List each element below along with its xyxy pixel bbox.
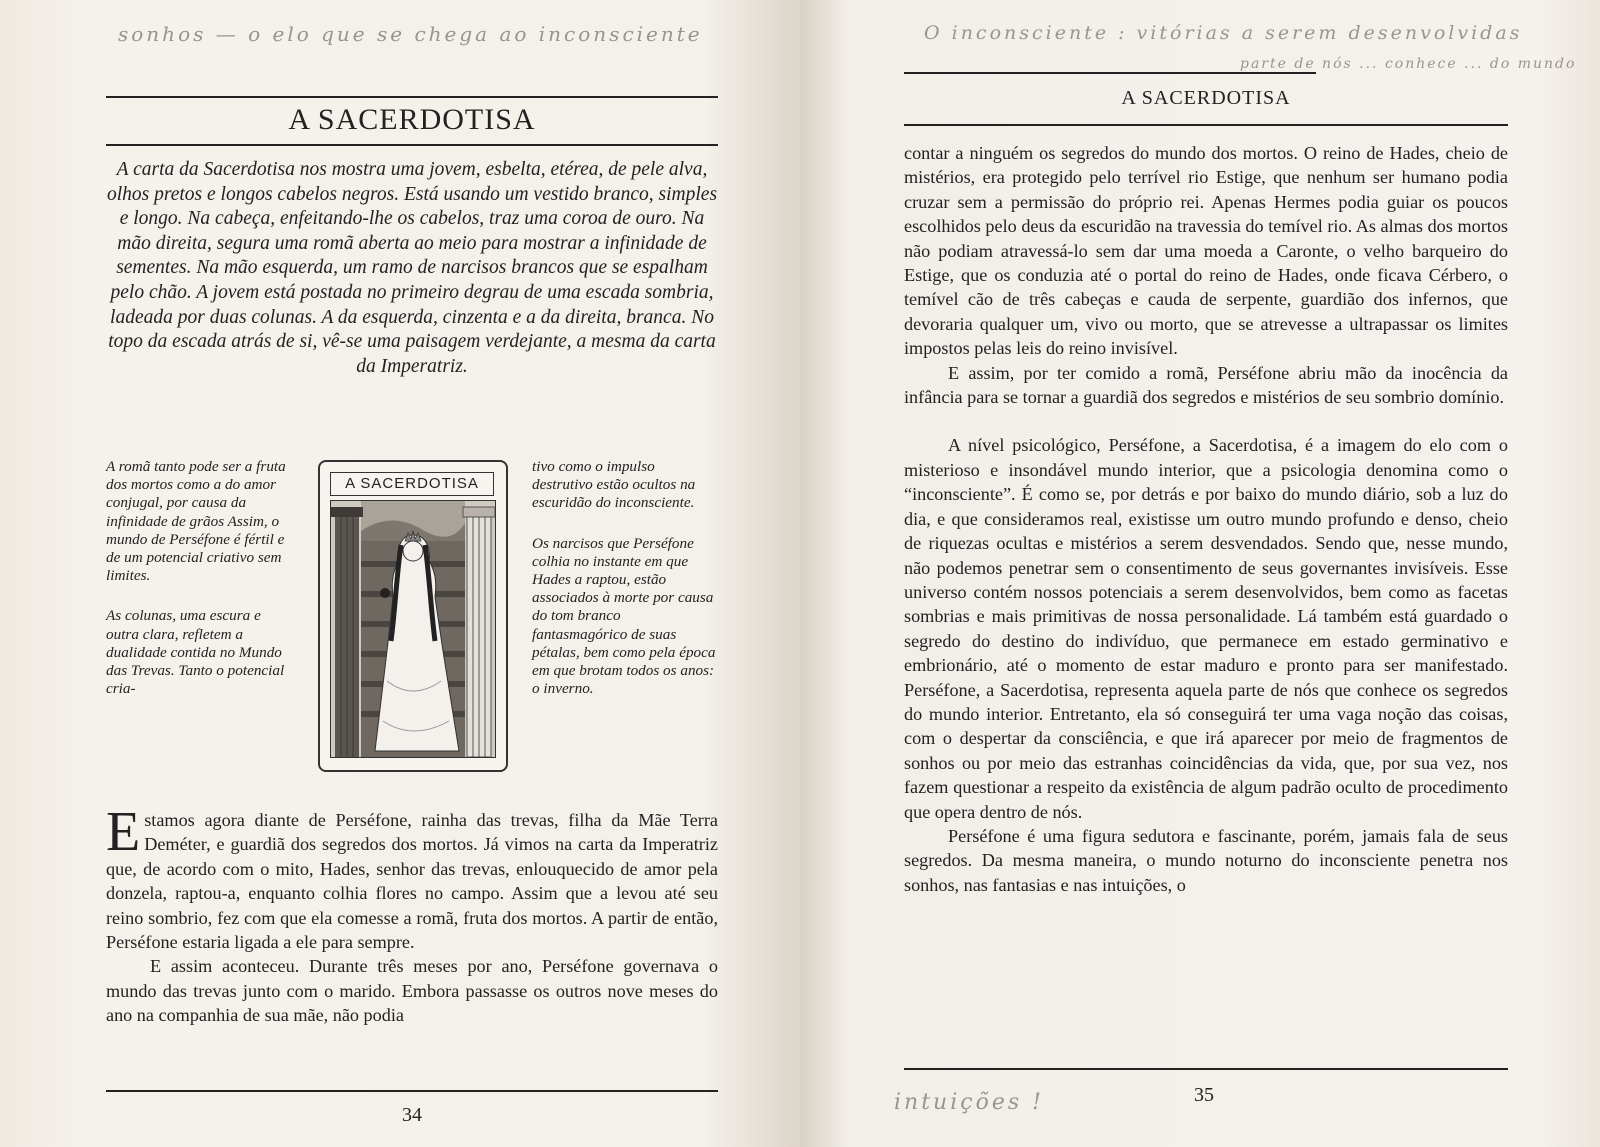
priestess-illustration	[330, 500, 496, 758]
body-paragraph: E assim, por ter comido a romã, Perséfone abriu mão da inocência da infância para se tornar a guardiã dos segredos e mistérios de seu sombrio domínio.	[904, 362, 1508, 408]
header-rule-top	[904, 72, 1316, 74]
sidebar-note: tivo como o impulso destrutivo estão ocultos na escuridão do inconsciente.	[532, 458, 696, 512]
drop-cap: E	[106, 801, 141, 863]
body-paragraph: Perséfone é uma figura sedutora e fascinante, porém, jamais fala de seus segredos. Da mesma maneira, o mundo noturno do inconsciente penetra nos sonhos, nas fantasias e nas intuições, o	[904, 825, 1508, 895]
sidebar-note: A romã tanto pode ser a fruta dos mortos como a do amor conjugal, por causa da infinidade de grãos Assim, o mundo de Perséfone é fértil e de um potencial criativo sem limites.	[106, 458, 286, 585]
card-label: A SACERDOTISA	[330, 472, 494, 496]
body-paragraph: contar a ninguém os segredos do mundo dos mortos. O reino de Hades, cheio de mistérios, era protegido pelo terrível rio Estige, que nenhum ser humano podia cruzar sem a permissão do próprio rei. Apenas Hermes podia guiar os poucos escolhidos pelo deus da escuridão na travessia do temível rio. As almas dos mortos não podiam atravessá-lo sem dar uma moeda a Caronte, o velho barqueiro do Estige, que os conduzia até o portal do reino de Hades, onde ficava Cérbero, o temível cão de três cabeças e cauda de serpente, guardião dos infernos, que devoraria qualquer um, vivo ou morto, que se atrevesse a ultrapassar os limites impostos pelas leis do reino invisível.	[904, 143, 1508, 359]
sidebar-note: Os narcisos que Perséfone colhia no instante em que Hades a raptou, estão associados à morte por causa do tom branco fantasmagórico de suas pétalas, bem como pela época em que brotam todos os anos: o inverno.	[532, 534, 716, 698]
body-paragraph: Estamos agora diante de Perséfone, rainha das trevas, filha da Mãe Terra Deméter, e guardiã dos segredos dos mortos. Já vimos na carta da Imperatriz que, de acordo com o mito, Hades, senhor das trevas, enlouquecido de amor pela donzela, raptou-a, enquanto colhia flores no campo. Assim que a levou até seu reino sombrio, fez com que ela comesse a romã, fruta dos mortos. A partir de então, Perséfone estaria ligada a ele para sempre.	[106, 801, 718, 953]
footer-rule	[904, 1068, 1508, 1070]
title-rule-bottom	[106, 144, 718, 146]
body-text-left	[106, 801, 718, 1028]
sidebar-right	[532, 458, 718, 720]
handwritten-note-side: parte de nós ... conhece ... do mundo	[1240, 56, 1577, 72]
intro-paragraph: A carta da Sacerdotisa nos mostra uma jovem, esbelta, etérea, de pele alva, olhos pretos e longos cabelos negros. Está usando um vestido branco, simples e longo. Na cabeça, enfeitando-lhe os cabelos, traz uma coroa de ouro. Na mão direita, segura uma romã aberta ao meio para mostrar a infinidade de sementes. Na mão esquerda, um ramo de narcisos brancos que se espalham pelo chão. A jovem está postada no primeiro degrau de uma escada sombria, ladeada por duas colunas. A da esquerda, cinzenta e a da direita, branca. No topo da escada atrás de si, vê-se uma paisagem verdejante, a mesma da carta da Imperatriz.	[106, 159, 718, 377]
body-text-right	[904, 141, 1508, 897]
sidebar-left	[106, 458, 292, 720]
page-number: 34	[402, 1104, 422, 1126]
title-rule-top	[106, 96, 718, 98]
body-paragraph: E assim aconteceu. Durante três meses por ano, Perséfone governava o mundo das trevas junto com o marido. Embora passasse os outros nove meses do ano na companhia de sua mãe, não podia	[106, 956, 718, 1026]
right-page	[800, 0, 1600, 1147]
body-paragraph: A nível psicológico, Perséfone, a Sacerdotisa, é a imagem do elo com o misterioso e insondável mundo interior, que a psicologia denomina como o “inconsciente”. É como se, por detrás e por baixo do mundo diário, sob a luz do dia, e que consideramos real, existisse um outro mundo profundo e denso, cheio de riquezas ocultas e mistérios a serem desvendados. Sendo que, nesse mundo, não podemos penetrar sem o consentimento de seus governantes invisíveis. Esse universo contém nossos potenciais a serem desenvolvidos, bem como as facetas sombrias e mais primitivas de nossa personalidade. Lá também está guardado o segredo do destino do indivíduo, que permanece em estado germinativo e embrionário, até o momento de estar maduro e pronto para ser manifestado. Perséfone, a Sacerdotisa, representa aquela parte de nós que conhece os segredos do mundo interior. Entretanto, ela só conseguirá ter uma vaga noção das coisas, com o despertar da consciência, e que irá aparecer por meio de fragmentos de sonhos ou por meio das estranhas coincidências da vida, que, por sua vez, nos fazem questionar a respeito da existência de algum padrão oculto de procedimento que opera dentro de nós.	[904, 435, 1508, 822]
page-number: 35	[1194, 1084, 1214, 1106]
handwritten-note-top: sonhos — o elo que se chega ao inconsciente	[118, 22, 703, 46]
sidebar-note: As colunas, uma escura e outra clara, refletem a dualidade contida no Mundo das Trevas. Tanto o potencial cria-	[106, 607, 285, 698]
handwritten-note-top: O inconsciente : vitórias a serem desenvolvidas	[924, 22, 1523, 44]
tarot-card	[318, 460, 508, 772]
handwritten-note-bottom: intuições !	[894, 1090, 1044, 1115]
running-title: A SACERDOTISA	[1121, 87, 1291, 109]
chapter-title: A SACERDOTISA	[288, 103, 536, 136]
header-rule-bottom	[904, 124, 1508, 126]
footer-rule	[106, 1090, 718, 1092]
